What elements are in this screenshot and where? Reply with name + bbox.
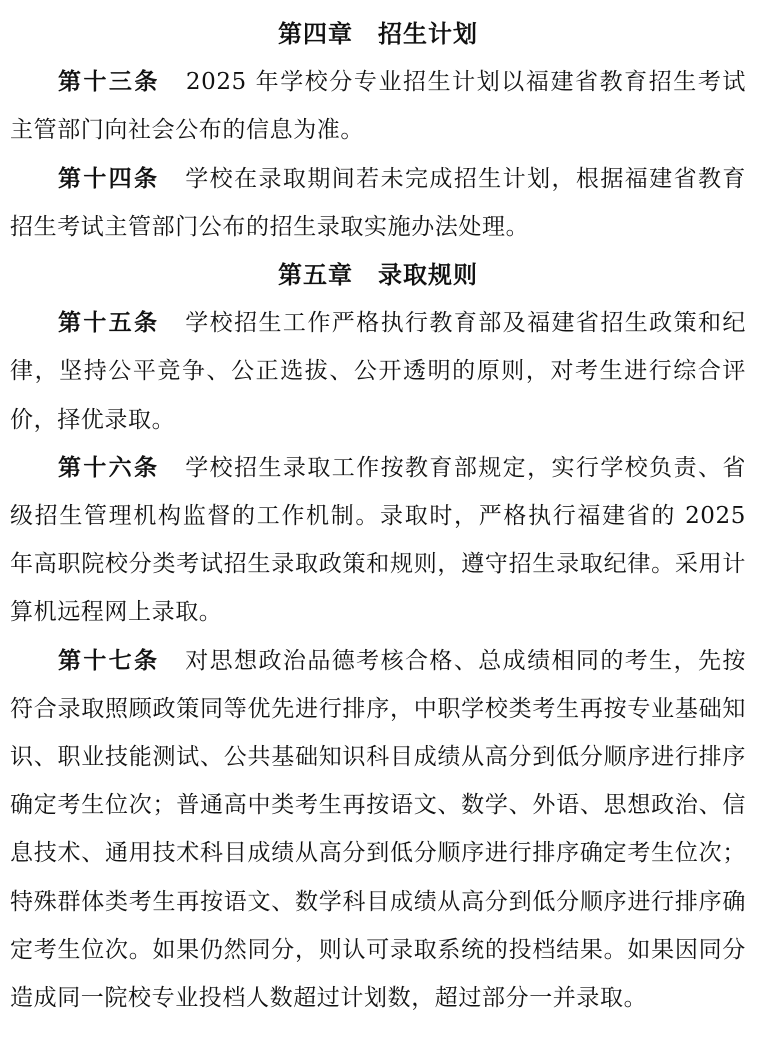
article-text: 对思想政治品德考核合格、总成绩相同的考生，先按符合录取照顾政策同等优先进行排序，中职学校类考生再按专业基础知识、职业技能测试、公共基础知识科目成绩从高分到低分顺序进行排序确定考生位次；普通高中类考生再按语文、数学、外语、思想政治、信息技术、通用技术科目成绩从高分到低分顺序进行排序确定考生位次；特殊群体类考生再按语文、数学科目成绩从高分到低分顺序进行排序确定考生位次。如果仍然同分，则认可录取系统的投档结果。如果因同分造成同一院校专业投档人数超过计划数，超过部分一并录取。 xyxy=(10,647,746,1012)
article-text: 学校招生工作严格执行教育部及福建省招生政策和纪律，坚持公平竞争、公正选拔、公开透明的原则，对考生进行综合评价，择优录取。 xyxy=(10,310,746,433)
article-number: 第十七条 xyxy=(58,647,160,674)
article-text: 学校在录取期间若未完成招生计划，根据福建省教育招生考试主管部门公布的招生录取实施办法处理。 xyxy=(10,165,746,240)
article-13 xyxy=(10,58,746,154)
article-number: 第十六条 xyxy=(58,454,160,481)
chapter-4-title: 第四章 招生计划 xyxy=(278,20,478,48)
article-number: 第十三条 xyxy=(58,69,160,96)
article-15 xyxy=(10,299,746,444)
article-16 xyxy=(10,444,746,637)
chapter-5-title: 第五章 录取规则 xyxy=(278,261,478,290)
article-number: 第十五条 xyxy=(58,310,160,337)
article-text: 2025 年学校分专业招生计划以福建省教育招生考试主管部门向社会公布的信息为准。 xyxy=(10,69,746,144)
document-body xyxy=(10,10,746,1022)
article-17 xyxy=(10,637,746,1023)
article-14 xyxy=(10,155,746,251)
article-text: 学校招生录取工作按教育部规定，实行学校负责、省级招生管理机构监督的工作机制。录取时，严格执行福建省的 2025 年高职院校分类考试招生录取政策和规则，遵守招生录取纪律。采用计算机远程网上录取。 xyxy=(10,454,746,626)
article-number: 第十四条 xyxy=(58,165,160,192)
